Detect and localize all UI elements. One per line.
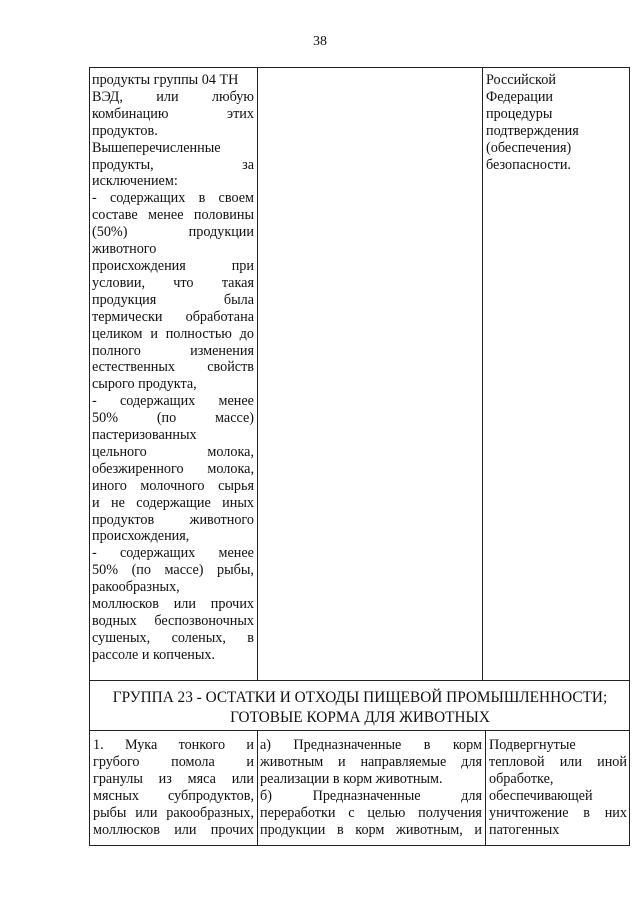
word: беспозвоночных [154, 613, 254, 629]
word: - [92, 545, 97, 562]
word: или [559, 753, 582, 770]
text-line: рассоле и копченых. [92, 646, 216, 663]
text-line: Подвергнутые [489, 737, 576, 753]
word: и [338, 753, 346, 770]
text-line [260, 805, 482, 822]
word: свойств [207, 359, 254, 376]
word: продукции [188, 224, 254, 241]
word: них [604, 804, 627, 821]
text-line [93, 737, 254, 754]
text-line: сырого продукта, [92, 376, 197, 393]
word: (по [156, 410, 177, 427]
word: мяса [187, 770, 216, 787]
group-heading-line2: ГОТОВЫЕ КОРМА ДЛЯ ЖИВОТНЫХ [230, 708, 490, 726]
text-line: (обеспечения) [486, 139, 572, 156]
word: не [110, 494, 125, 511]
text-line: безопасности. [486, 156, 571, 173]
text-line [92, 292, 254, 309]
word: тепловой [489, 753, 545, 770]
word: менее [218, 393, 254, 410]
word: продукты, [92, 156, 154, 173]
word: цельного [92, 443, 147, 460]
word: происхождения [92, 257, 186, 274]
word: содержащих [119, 545, 196, 562]
text-line [489, 754, 627, 771]
col-divider-2-lower [485, 730, 486, 846]
word: и [474, 821, 482, 838]
word: до [239, 325, 254, 342]
text-line [92, 512, 254, 529]
word: уничтожение [489, 804, 569, 821]
word: соленых, [171, 629, 226, 646]
word: в [583, 804, 590, 821]
word: животным, [396, 821, 463, 838]
word: содержащих [119, 393, 196, 410]
text-line [93, 754, 254, 771]
text-line [92, 596, 254, 613]
word: изменения [190, 342, 254, 359]
word: естественных [92, 359, 176, 376]
text-line [92, 326, 254, 343]
word: в [336, 821, 344, 838]
word: Предназначенные [293, 737, 402, 753]
row2-requirement-cell [489, 737, 627, 838]
word: ВЭД, [92, 88, 123, 105]
word: 1. [93, 737, 104, 753]
word: Мука [124, 737, 158, 753]
word: - [92, 190, 97, 207]
word: при [231, 257, 254, 274]
word: мясных [93, 787, 140, 804]
text-line: подтверждения [486, 122, 579, 139]
text-line [92, 157, 254, 174]
word: молочного [140, 477, 205, 494]
word: Предназначенные [312, 787, 421, 804]
word: прочих [210, 821, 254, 838]
word: прочих [210, 596, 254, 613]
col-divider-1-lower [257, 730, 258, 846]
word: этих [227, 105, 254, 122]
word: рыбы [93, 804, 127, 821]
word: содержащих [110, 190, 186, 207]
word: моллюсков [93, 821, 160, 838]
text-line [92, 309, 254, 326]
word: молока, [207, 460, 254, 477]
word: любую [211, 88, 254, 105]
text-line [489, 805, 627, 822]
word: менее [218, 545, 254, 562]
word: иных [222, 494, 254, 511]
word: содержащие [136, 494, 211, 511]
text-line: обработке, [489, 770, 554, 787]
text-line [92, 393, 254, 410]
word: б) [260, 787, 272, 804]
text-line: продуктов. [92, 122, 158, 139]
text-line [92, 562, 254, 579]
word: обработана [185, 308, 254, 325]
word: - [92, 393, 97, 410]
word: рыбы, [217, 562, 254, 579]
text-line [92, 275, 254, 292]
text-line [92, 495, 254, 512]
word: в [247, 629, 254, 646]
word: а) [260, 737, 272, 753]
word: и [150, 325, 158, 342]
word: менее [148, 207, 184, 224]
table-border-bottom [89, 845, 630, 846]
word: моллюсков [92, 596, 159, 613]
word: (50%) [92, 224, 128, 241]
word: для [461, 753, 482, 770]
row1-bottom-border [89, 680, 630, 681]
word: или [173, 596, 196, 613]
word: или [174, 821, 197, 838]
text-line [92, 224, 254, 241]
text-line: процедуры [486, 105, 553, 122]
text-line [92, 613, 254, 630]
group-heading-bottom-border [89, 730, 630, 731]
word: грубого [93, 753, 140, 770]
table-border-top [89, 67, 630, 68]
word: иной [597, 753, 627, 770]
word: или [156, 88, 179, 105]
word: массе) [215, 410, 254, 427]
word: и [246, 737, 254, 753]
text-line [92, 410, 254, 427]
group-heading-line1: ГРУППА 23 - ОСТАТКИ И ОТХОДЫ ПИЩЕВОЙ ПРОМЫШЛЕННОСТИ; [112, 689, 608, 706]
text-line [92, 444, 254, 461]
word: животным [260, 753, 324, 770]
text-line: ракообразных, [92, 579, 180, 596]
row2-purpose-cell [260, 737, 482, 838]
word: и [246, 753, 254, 770]
word: продукция [92, 291, 157, 308]
word: половины [193, 207, 254, 224]
word: получения [418, 804, 482, 821]
word: корм [452, 737, 482, 753]
text-line [92, 545, 254, 562]
word: 50% [92, 410, 119, 427]
word: в [423, 737, 431, 753]
word: термически [92, 308, 163, 325]
word: гранулы [93, 770, 143, 787]
word: молока, [207, 443, 254, 460]
word: целиком [92, 325, 143, 342]
word: обезжиренного [92, 460, 184, 477]
text-line [92, 106, 254, 123]
text-line [92, 478, 254, 495]
word: из [158, 770, 172, 787]
word: своем [218, 190, 254, 207]
word: 50% [92, 562, 119, 579]
word: направляемые [360, 753, 447, 770]
word: ракообразных, [166, 804, 254, 821]
page-number: 38 [313, 34, 327, 49]
word: иного [92, 477, 127, 494]
word: такая [221, 274, 254, 291]
text-line [93, 822, 254, 839]
text-line: Российской [486, 72, 556, 88]
word: полного [92, 342, 141, 359]
word: полностью [165, 325, 232, 342]
text-line [260, 737, 482, 754]
word: составе [92, 207, 138, 224]
word: животного [189, 511, 254, 528]
text-line [93, 805, 254, 822]
word: условии, [92, 274, 145, 291]
word: и [92, 494, 100, 511]
col-divider-2-upper [482, 67, 483, 681]
text-line [92, 343, 254, 360]
word: с [348, 804, 355, 821]
text-line [92, 461, 254, 478]
word: тонкого [178, 737, 226, 753]
text-line [93, 771, 254, 788]
word: для [461, 787, 482, 804]
text-line: животного [92, 241, 157, 258]
word: массе) [164, 562, 204, 579]
text-line [93, 788, 254, 805]
text-line [260, 788, 482, 805]
word: водных [92, 613, 137, 629]
text-line: происхождения, [92, 528, 190, 545]
text-line: Федерации [486, 88, 554, 105]
word: была [223, 291, 254, 308]
text-line: пастеризованных [92, 427, 197, 444]
word: сушеных, [92, 629, 151, 646]
word: сырья [218, 477, 254, 494]
text-line [92, 359, 254, 376]
text-line [92, 190, 254, 207]
word: в [198, 190, 206, 207]
word: или [231, 770, 254, 787]
word: помола [171, 753, 215, 770]
word: продуктов [92, 511, 155, 528]
word: комбинацию [92, 105, 169, 122]
text-line: исключением: [92, 173, 178, 190]
row1-product-description-cell [92, 72, 254, 664]
word: корм [355, 821, 385, 838]
word: или [135, 804, 158, 821]
text-line: реализации в корм животным. [260, 770, 443, 787]
word: субпродуктов, [168, 787, 254, 804]
text-line: патогенных [489, 821, 560, 838]
text-line: обеспечивающей [489, 787, 593, 804]
text-line: продукты группы 04 ТН [92, 72, 239, 88]
word: (по [131, 562, 151, 579]
text-line: Вышеперечисленные [92, 139, 221, 156]
text-line [260, 754, 482, 771]
text-line [92, 630, 254, 647]
table-border-left [89, 67, 90, 846]
text-line [260, 822, 482, 839]
word: что [173, 274, 194, 291]
table-border-right [629, 67, 630, 846]
row1-procedure-cell [486, 72, 626, 173]
word: переработки [260, 804, 336, 821]
word: продукции [260, 821, 326, 838]
text-line [92, 89, 254, 106]
text-line [92, 258, 254, 275]
col-divider-1-upper [257, 67, 258, 681]
word: целью [367, 804, 406, 821]
row2-product-cell [93, 737, 254, 838]
group-heading [90, 688, 630, 727]
word: за [242, 156, 254, 173]
text-line [92, 207, 254, 224]
